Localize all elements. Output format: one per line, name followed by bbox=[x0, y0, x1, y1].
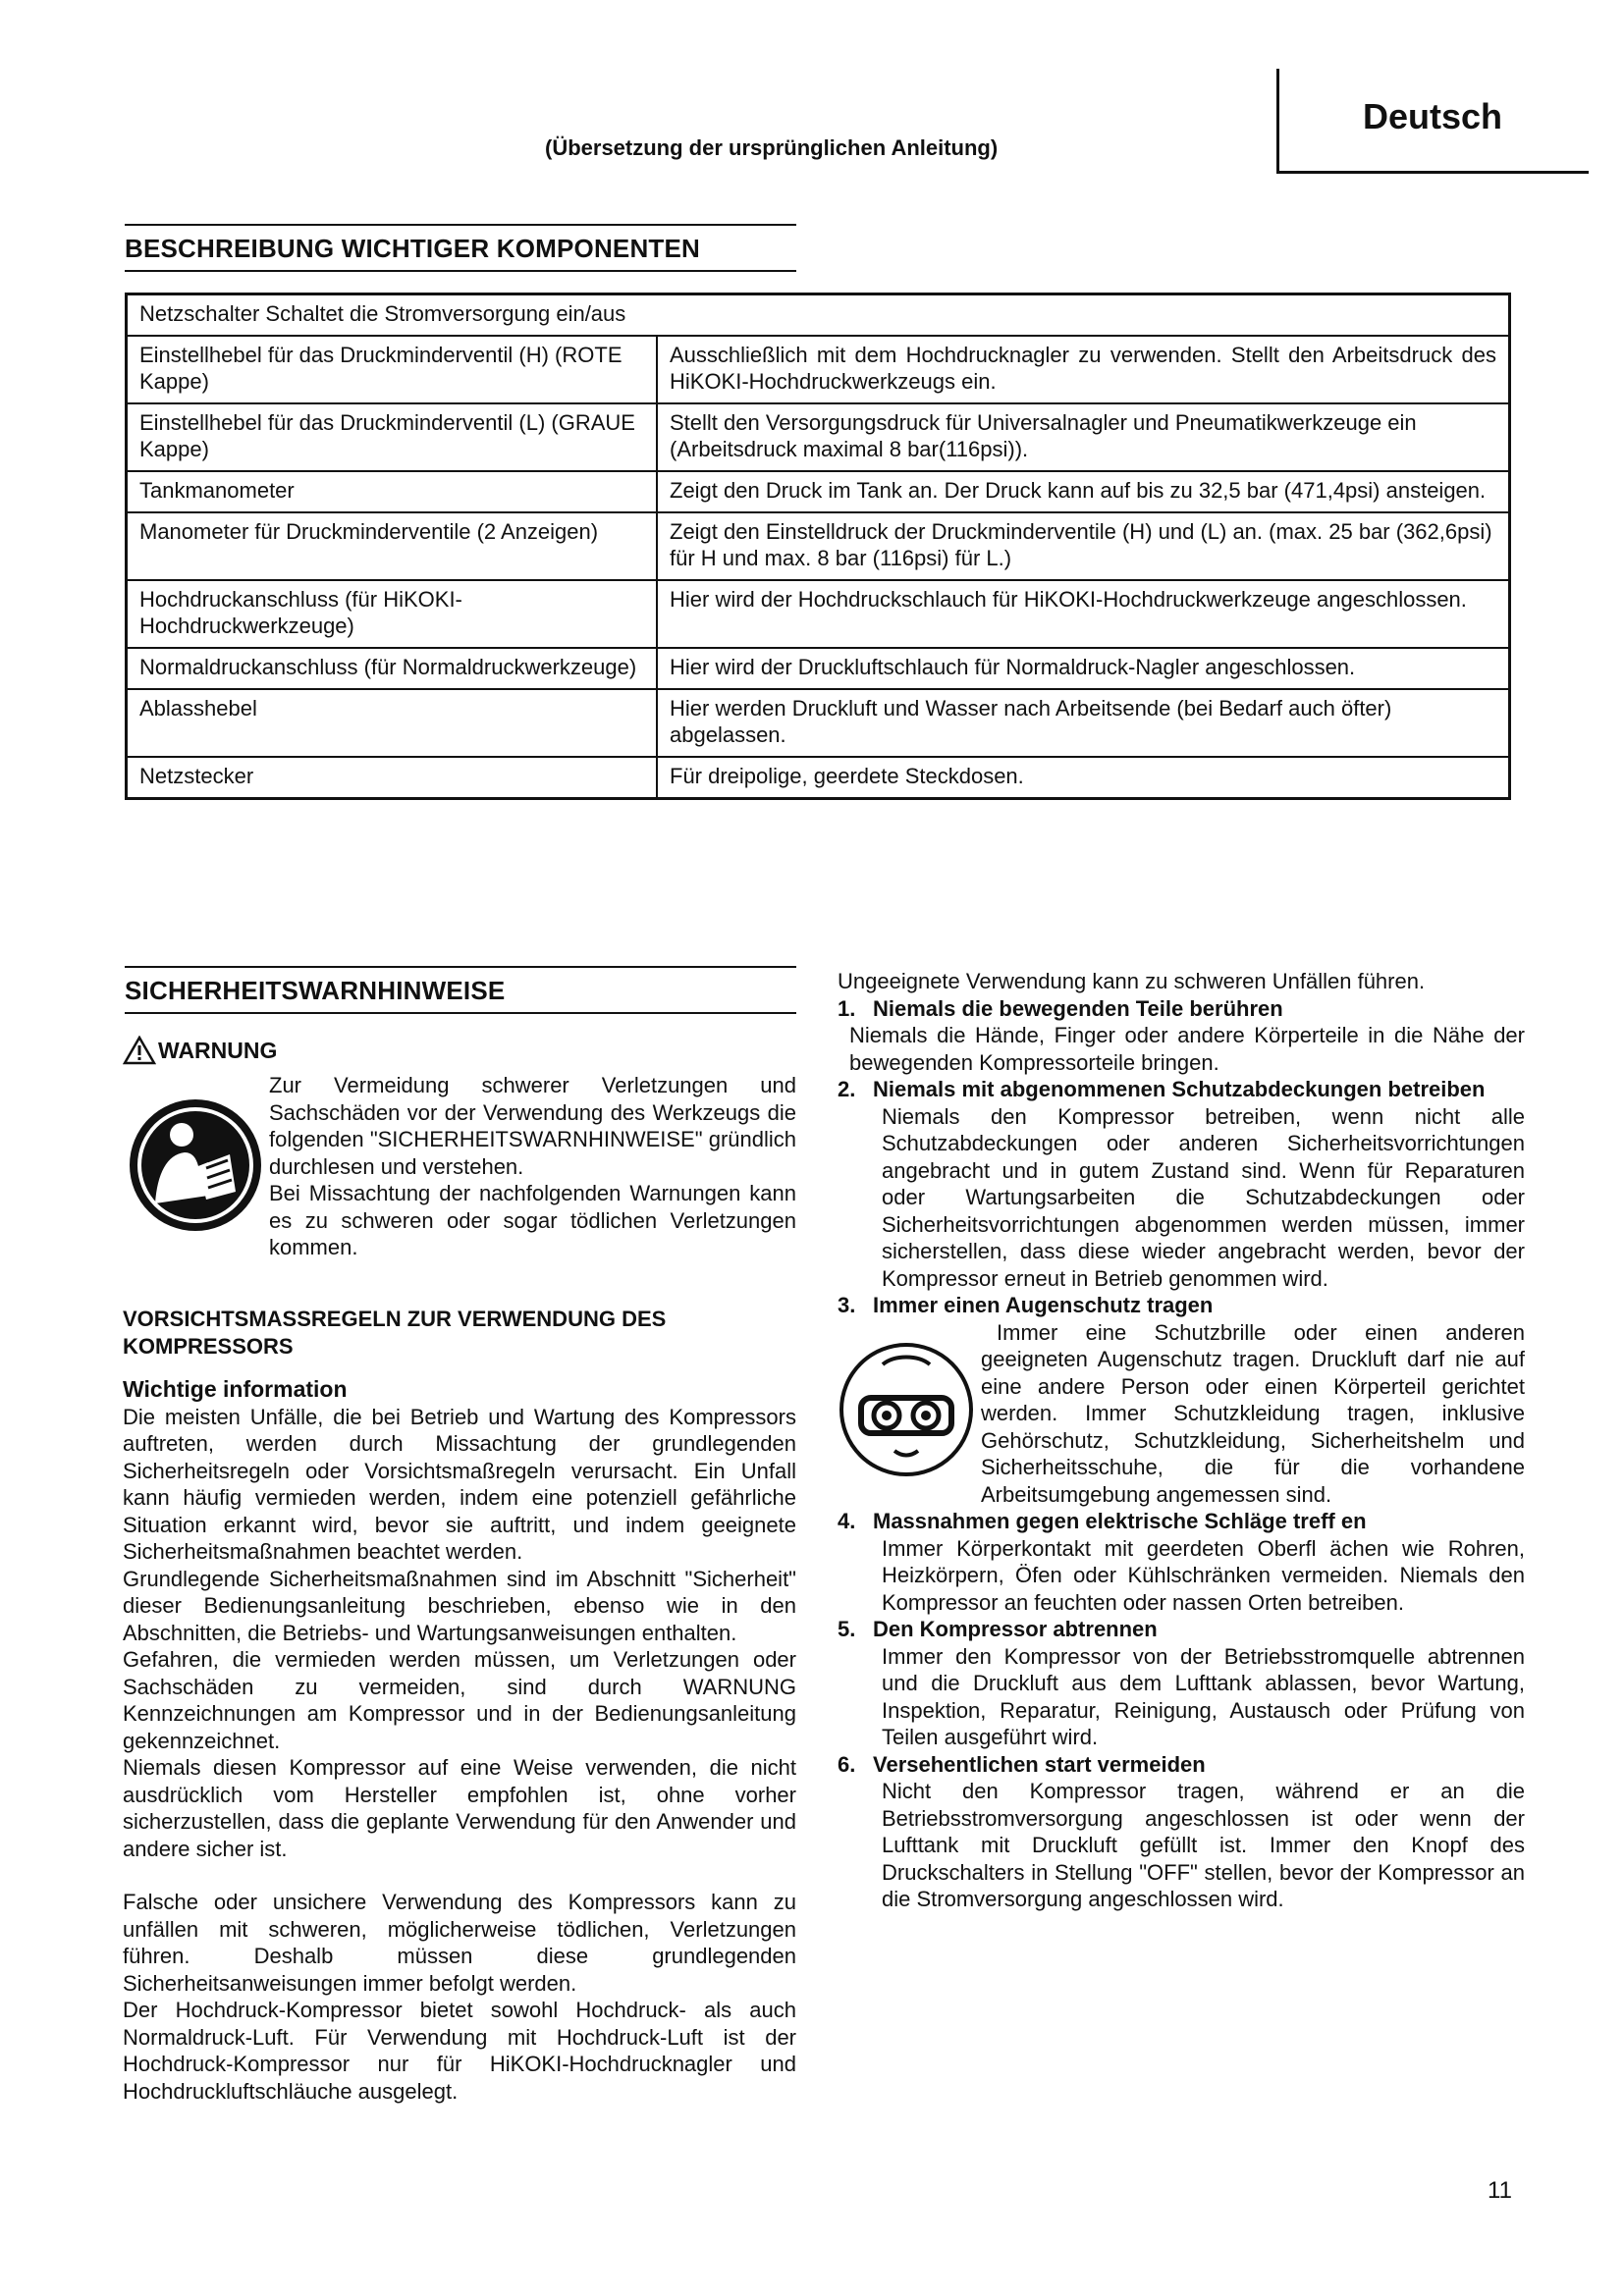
component-desc: Schaltet die Stromversorgung ein/aus bbox=[265, 301, 626, 326]
item-number: 3. bbox=[838, 1293, 856, 1317]
component-name: Netzschalter bbox=[139, 301, 260, 326]
list-item bbox=[838, 1292, 1525, 1508]
component-desc: Hier werden Druckluft und Wasser nach Arbeitsende (bei Bedarf auch öfter) abgelassen. bbox=[657, 689, 1510, 757]
info-paragraph: Der Hochdruck-Kompressor bietet sowohl Hochdruck- als auch Normaldruck-Luft. Für Verwendung mit Hochdruck-Luft ist der Hochdruck-Kompressor nur für HiKOKI-Hochdrucknagler und Hochdruckluftschläuche ausgelegt. bbox=[123, 1998, 796, 2104]
right-intro: Ungeeignete Verwendung kann zu schweren Unfällen führen. bbox=[838, 969, 1426, 993]
list-item bbox=[838, 995, 1525, 1077]
component-name: Normaldruckanschluss (für Normaldruckwerkzeuge) bbox=[127, 648, 658, 689]
item-number: 5. bbox=[838, 1617, 856, 1641]
table-row bbox=[127, 689, 1510, 757]
item-title: Versehentlichen start vermeiden bbox=[873, 1751, 1206, 1777]
list-item bbox=[838, 1508, 1525, 1616]
info-paragraph: Grundlegende Sicherheitsmaßnahmen sind im Abschnitt "Sicherheit" dieser Bedienungsanleitung beschrieben, ebenso wie in den Abschnitten, die Betriebs- und Wartungsanweisungen enthalten. bbox=[123, 1566, 796, 1645]
info-paragraph: Gefahren, die vermieden werden müssen, um Verletzungen oder Sachschäden zu vermeiden, sind durch WARNUNG Kennzeichnungen am Kompressor und in der Bedienungsanleitung gekennzeichnet. bbox=[123, 1647, 796, 1753]
components-table bbox=[125, 293, 1511, 800]
table-row bbox=[127, 403, 1510, 471]
language-tab bbox=[1276, 69, 1589, 174]
item-number: 4. bbox=[838, 1509, 856, 1533]
info-heading: Wichtige information bbox=[123, 1376, 348, 1402]
table-row bbox=[127, 580, 1510, 648]
component-name: Tankmanometer bbox=[127, 471, 658, 512]
table-row bbox=[127, 512, 1510, 580]
item-text: Niemals den Kompressor betreiben, wenn nicht alle Schutzabdeckungen oder anderen Sicherheitsvorrichtungen angebracht und in gutem Zustand sind. Wenn für Reparaturen oder Wartungsarbeiten die Schutzabdeckungen oder Sicherheitsvorrichtungen abgenommen werden müssen, immer sicherstellen, dass diese wieder angebracht werden, bevor der Kompressor erneut in Betrieb genommen wird. bbox=[882, 1103, 1525, 1291]
safety-heading: SICHERHEITSWARNHINWEISE bbox=[125, 966, 796, 1014]
component-name: Manometer für Druckminderventile (2 Anzeigen) bbox=[127, 512, 658, 580]
info-section bbox=[123, 1376, 796, 2105]
table-row bbox=[127, 336, 1510, 403]
table-row bbox=[127, 294, 1510, 337]
components-heading: BESCHREIBUNG WICHTIGER KOMPONENTEN bbox=[125, 224, 796, 272]
component-desc: Hier wird der Hochdruckschlauch für HiKOKI-Hochdruckwerkzeuge angeschlossen. bbox=[657, 580, 1510, 648]
list-item bbox=[838, 1076, 1525, 1292]
item-text: Immer eine Schutzbrille oder einen anderen geeigneten Augenschutz tragen. Druckluft darf nie auf eine andere Person oder einen Körperteil gerichtet werden. Immer Schutzkleidung tragen, inklusive Gehörschutz, Schutzkleidung, Sicherheitshelm und Sicherheitsschuhe, die für die vorhandene Arbeitsumgebung angemessen sind. bbox=[981, 1319, 1525, 1507]
warning-text-1: Zur Vermeidung schwerer Verletzungen und Sachschäden vor der Verwendung des Werkzeugs die folgenden "SICHERHEITSWARNHINWEISE" gründlich durchlesen und verstehen. bbox=[269, 1073, 796, 1179]
language-label: Deutsch bbox=[1363, 96, 1503, 136]
warning-label: WARNUNG bbox=[158, 1037, 278, 1063]
info-paragraph: Niemals diesen Kompressor auf eine Weise verwenden, die nicht ausdrücklich vom Hersteller empfohlen ist, ohne vorher sicherzustellen, dass die geplante Verwendung für den Anwender und andere sicher ist. bbox=[123, 1755, 796, 1861]
item-text: Immer Körperkontakt mit geerdeten Oberfl ächen wie Rohren, Heizkörpern, Öfen oder Kühlschränken vermeiden. Niemals den Kompressor an feuchten oder nassen Orten betreiben. bbox=[882, 1535, 1525, 1615]
item-text: Immer den Kompressor von der Betriebsstromquelle abtrennen und die Druckluft aus dem Lufttank ablassen, bevor Wartung, Inspektion, Reparatur, Reinigung, Austausch oder Prüfung von Teilen ausgeführt wird. bbox=[882, 1643, 1525, 1749]
item-title: Den Kompressor abtrennen bbox=[873, 1617, 1158, 1641]
list-item bbox=[838, 1616, 1525, 1751]
warning-triangle-icon bbox=[123, 1036, 156, 1065]
table-row bbox=[127, 757, 1510, 799]
component-name: Einstellhebel für das Druckminderventil (L) (GRAUE Kappe) bbox=[127, 403, 658, 471]
read-manual-icon bbox=[128, 1097, 263, 1233]
precautions-heading: VORSICHTSMASSREGELN ZUR VERWENDUNG DES KOMPRESSORS bbox=[123, 1307, 667, 1359]
table-row bbox=[127, 648, 1510, 689]
warning-text-2: Bei Missachtung der nachfolgenden Warnungen kann es zu schweren oder sogar tödlichen Verletzungen kommen. bbox=[269, 1181, 796, 1259]
item-number: 1. bbox=[838, 995, 856, 1021]
component-desc: Stellt den Versorgungsdruck für Universalnagler und Pneumatikwerkzeuge ein (Arbeitsdruck maximal 8 bar(116psi)). bbox=[657, 403, 1510, 471]
item-number: 2. bbox=[838, 1077, 856, 1101]
component-desc: Für dreipolige, geerdete Steckdosen. bbox=[657, 757, 1510, 799]
item-title: Immer einen Augenschutz tragen bbox=[873, 1293, 1214, 1317]
info-paragraph: Die meisten Unfälle, die bei Betrieb und Wartung des Kompressors auftreten, werden durch Missachtung der grundlegenden Sicherheitsregeln oder Vorsichtsmaßregeln verursacht. Ein Unfall kann häufig vermieden werden, indem eine potenziell gefährliche Situation erkannt wird, bevor sie auftritt, und indem geeignete Sicherheitsmaßnahmen beachtet werden. bbox=[123, 1404, 796, 1564]
item-text: Nicht den Kompressor tragen, während er an die Betriebsstromversorgung angeschlossen ist oder wenn der Lufttank mit Druckluft gefüllt ist. Immer den Knopf des Druckschalters in Stellung "OFF" stellen, bevor der Kompressor an die Stromversorgung angeschlossen wird. bbox=[882, 1779, 1525, 1911]
safety-items bbox=[838, 968, 1525, 1913]
item-title: Massnahmen gegen elektrische Schläge treff en bbox=[873, 1509, 1367, 1533]
item-number: 6. bbox=[838, 1751, 856, 1777]
warning-label-row bbox=[123, 1036, 277, 1065]
component-name: Einstellhebel für das Druckminderventil (H) (ROTE Kappe) bbox=[127, 336, 658, 403]
safety-goggles-icon bbox=[838, 1341, 975, 1478]
component-desc: Ausschließlich mit dem Hochdrucknagler zu verwenden. Stellt den Arbeitsdruck des HiKOKI-Hochdruckwerkzeugs ein. bbox=[657, 336, 1510, 403]
component-name: Netzstecker bbox=[127, 757, 658, 799]
table-row bbox=[127, 471, 1510, 512]
component-name: Hochdruckanschluss (für HiKOKI-Hochdruckwerkzeuge) bbox=[127, 580, 658, 648]
warning-text bbox=[269, 1072, 796, 1261]
item-title: Niemals die bewegenden Teile berühren bbox=[873, 995, 1283, 1021]
translation-subtitle: (Übersetzung der ursprünglichen Anleitung) bbox=[545, 135, 999, 160]
item-title: Niemals mit abgenommenen Schutzabdeckungen betreiben bbox=[873, 1077, 1486, 1101]
info-paragraph: Falsche oder unsichere Verwendung des Kompressors kann zu unfällen mit schweren, möglicherweise tödlichen, Verletzungen führen. Deshalb müssen diese grundlegenden Sicherheitsanweisungen immer befolgt werden. bbox=[123, 1890, 796, 1996]
component-name: Ablasshebel bbox=[127, 689, 658, 757]
component-desc: Zeigt den Druck im Tank an. Der Druck kann auf bis zu 32,5 bar (471,4psi) ansteigen. bbox=[657, 471, 1510, 512]
item-text: Niemals die Hände, Finger oder andere Körperteile in die Nähe der bewegenden Kompressorteile bringen. bbox=[849, 1023, 1525, 1075]
page-number: 11 bbox=[1488, 2177, 1512, 2204]
component-desc: Zeigt den Einstelldruck der Druckminderventile (H) und (L) an. (max. 25 bar (362,6psi) für H und max. 8 bar (116psi) für L.) bbox=[657, 512, 1510, 580]
component-desc: Hier wird der Druckluftschlauch für Normaldruck-Nagler angeschlossen. bbox=[657, 648, 1510, 689]
list-item bbox=[838, 1751, 1525, 1913]
